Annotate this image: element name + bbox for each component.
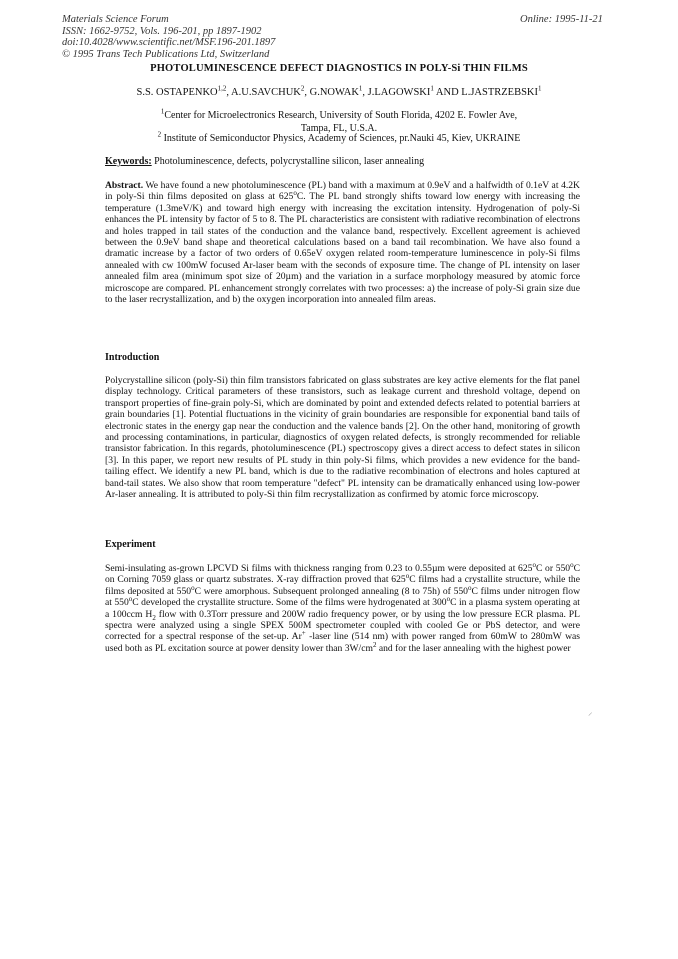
author-name: , A.U.SAVCHUK (226, 87, 301, 98)
author-name: , J.LAGOWSKI (362, 87, 431, 98)
affil-text: Tampa, FL, U.S.A. (300, 122, 378, 134)
exp-text: -laser line (514 nm) with power ranged from 60mW to 280mW was used both as PL excitation source at power density lower than 3W/cm (105, 631, 580, 654)
superscript-mark: + (301, 629, 306, 638)
affil-mark: 2 (157, 130, 162, 139)
degree-mark: o (405, 572, 410, 581)
degree-mark: o (191, 583, 195, 592)
keywords-label: Keywords: (105, 156, 152, 167)
affil-text: Center for Microelectronics Research, University of South Florida, 4202 E. Fowler Ave, (164, 110, 518, 121)
degree-mark: o (570, 560, 574, 569)
abstract-text: C. The PL band strongly shifts toward low energy with increasing the temperature (1.3meV/K) and toward high energy with increasing the excitation intensity. Hydrogenation of poly-Si enhances the PL intensity by factor of 5 to 8. The PL characteristics are consistent with radiative recombination of electrons and holes trapped in tail states of the conduction and the valance band, respectively. Excellent agreement is achieved between the 0.9eV band shape and theoretical calculations based on a band tail recombination. We have also found a dramatic increase by a factor of two orders of 0.65eV oxygen related room-temperature luminescence in poly-Si films annealed with cw 100mW focused Ar-laser beam with the seconds of exposure time. The change of PL intensity on laser annealed film area (minimum spot size of 20µm) and the variation in a surface morphology measured by atomic force microscope are compared. PL enhancement strongly correlates with two processes: a) the increase of poly-Si grain size due to the laser recrystallization, and b) the oxygen incorporation into annealed film areas. (105, 191, 580, 306)
superscript-mark: 2 (372, 640, 377, 649)
exp-text: flow with 0.3Torr pressure and 200W radio frequency power, or by using the low pressure ECR plasma. PL spectra were analyzed using a single SPEX 500M spectrometer coupled with cooled Ge or PbS detector, and were corrected for a spectral response of the set-up. Ar (105, 608, 580, 643)
abstract (105, 180, 580, 305)
affil-text: Institute of Semiconductor Physics, Academy of Sciences, pr.Nauki 45, Kiev, UKRAINE (161, 133, 521, 144)
exp-text: C or 550 (535, 563, 571, 574)
degree-mark: o (532, 560, 536, 569)
publication-header (62, 14, 275, 60)
section-heading-introduction: Introduction (105, 352, 160, 363)
author-affil-mark: 1,2 (217, 84, 227, 93)
exp-text: and for the laser annealing with the highest power (376, 642, 571, 654)
doi-line[interactable]: doi:10.4028/www.scientific.net/MSF.196-201.1897 (62, 37, 276, 48)
issn-line: ISSN: 1662-9752, Vols. 196-201, pp 1897-1902 (62, 25, 262, 37)
author-name: S.S. OSTAPENKO (136, 87, 218, 98)
degree-mark: o (293, 189, 297, 198)
degree-mark: o (467, 583, 472, 592)
author-affil-mark: 1 (430, 84, 434, 93)
paper-title: PHOTOLUMINESCENCE DEFECT DIAGNOSTICS IN POLY-Si THIN FILMS (150, 63, 528, 74)
author-affil-mark: 1 (358, 84, 363, 93)
keywords-text: Photoluminescence, defects, polycrystalline silicon, laser annealing (151, 156, 425, 167)
experiment-text (105, 560, 581, 654)
exp-text: C on Corning 7059 glass or quartz substrates. X-ray diffraction proved that 625 (105, 563, 581, 586)
online-date: Online: 1995-11-21 (520, 14, 603, 25)
author-affil-mark: 2 (300, 84, 305, 93)
abstract-text: We have found a new photoluminescence (PL) band with a maximum at 0.9eV and a halfwidth of 0.1eV at 4.2K in poly-Si thin films deposited on glass at 625 (105, 180, 580, 203)
exp-text: C developed the crystallite structure. Some of the films were hydrogenated at 300 (132, 597, 447, 609)
journal-name: Materials Science Forum (62, 14, 169, 25)
subscript-mark: 2 (152, 613, 156, 622)
copyright-line: © 1995 Trans Tech Publications Ltd, Switzerland (62, 48, 270, 60)
introduction-text: Polycrystalline silicon (poly-Si) thin film transistors fabricated on glass substrates are key active elements for the flat panel display technology. Critical parameters of these transistors, such as leakage current and threshold voltage, depend on transport properties of fine-grain poly-Si, which are dominated by point and extended defects related to potential barriers at grain boundaries [1]. Potential fluctuations in the vicinity of grain boundaries are responsible for exponential band tails of electronic states in the energy gap near the conduction and the valence bands [2]. On the other hand, monitoring of growth and processing contaminations, in particular, diagnostics of oxygen related defects, is strongly recommended for reliable transistor fabrication. In this regards, photoluminescence (PL) spectroscopy gives a direct access to defect states in silicon [3]. In this paper, we report new results of PL study in thin poly-Si films, which provides a new evidence for the band-tailing effect. We identify a new PL band, which is due to the radiative recombination of electrons and holes captured at band-tail states. We also show that room temperature "defect" PL intensity can be dramatically enhanced using low-power Ar-laser annealing. It is attributed to poly-Si thin film recrystallization as confirmed by atomic force microscopy. (105, 375, 580, 501)
affiliation-1 (0, 107, 678, 135)
exp-text: Semi-insulating as-grown LPCVD Si films with thickness ranging from 0.23 to 0.55µm were deposited at 625 (105, 563, 533, 574)
scan-mark-icon: ⸝ (588, 707, 593, 717)
degree-mark: o (446, 595, 451, 604)
abstract-label: Abstract. (105, 180, 144, 191)
exp-text: C were amorphous. Subsequent prolonged annealing (8 to 75h) of 550 (194, 585, 468, 597)
exp-text: C in a plasma system operating at a 100ccm H (105, 597, 580, 620)
affiliation-2 (0, 130, 678, 146)
author-name: , G.NOWAK (304, 87, 359, 98)
section-heading-experiment: Experiment (105, 539, 156, 550)
affil-mark: 1 (160, 107, 165, 116)
degree-mark: o (128, 595, 133, 604)
author-list (0, 84, 678, 98)
author-affil-mark: 1 (538, 84, 542, 93)
author-name: AND L.JASTRZEBSKI (433, 87, 539, 98)
keywords (105, 156, 424, 167)
exp-text: C films had a crystallite structure, while the films deposited at 550 (105, 574, 580, 597)
exp-text: C films under nitrogen flow at 550 (105, 585, 581, 609)
